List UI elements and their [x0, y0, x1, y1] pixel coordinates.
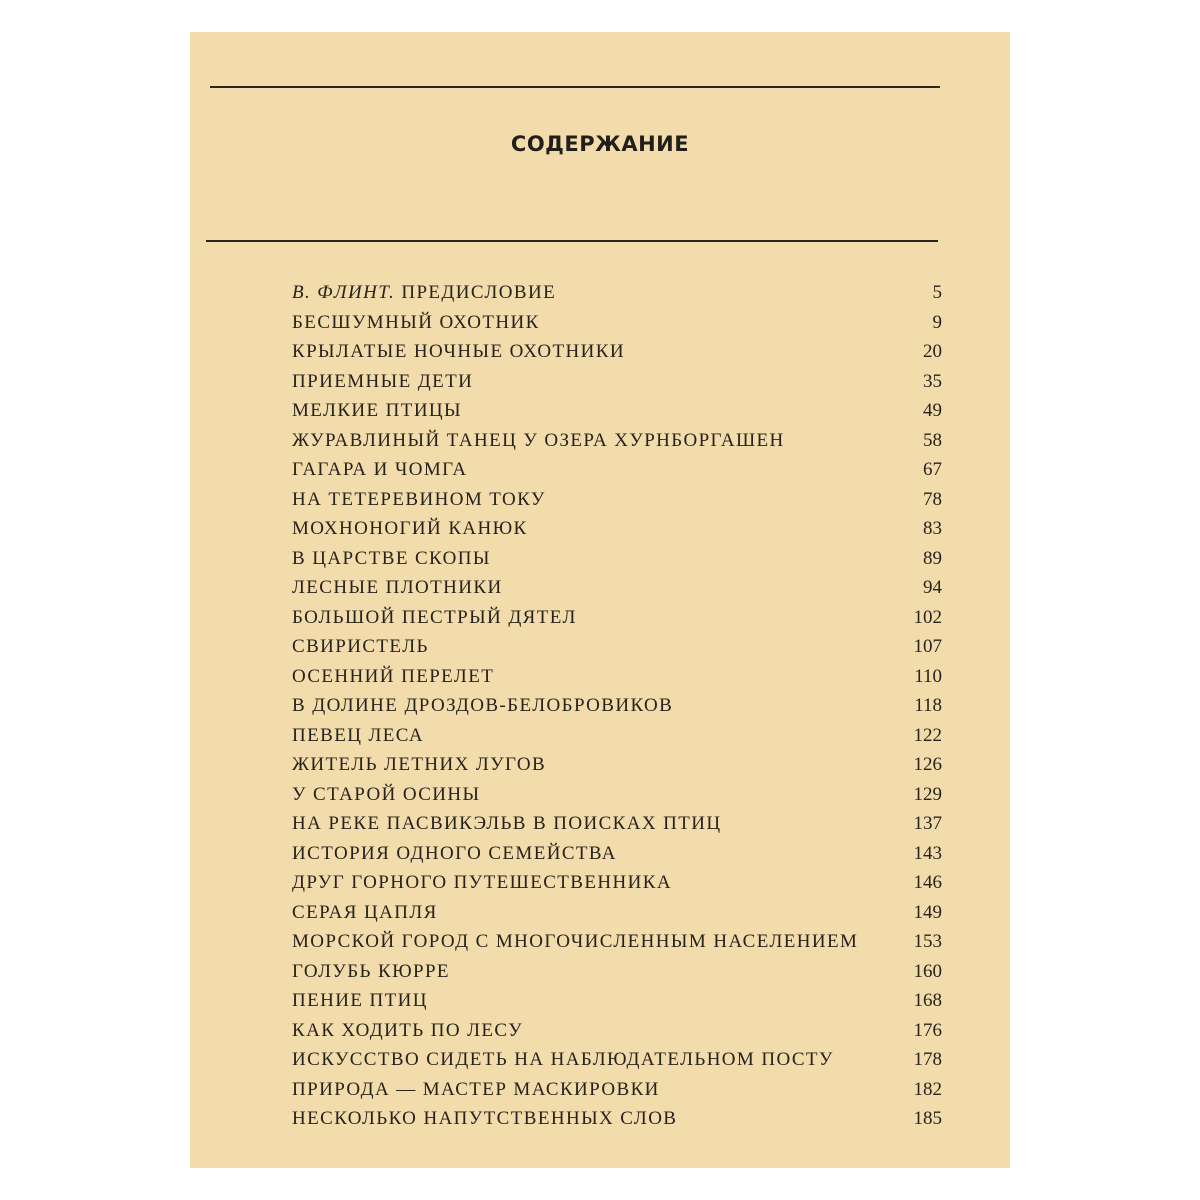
- toc-entry-title: ГОЛУБЬ КЮРРЕ: [292, 960, 450, 982]
- toc-entry-page-number: 126: [913, 754, 942, 775]
- toc-entry-text: [292, 489, 546, 511]
- toc-entry-text: [292, 312, 540, 334]
- toc-entry: [292, 931, 942, 961]
- toc-entry: [292, 961, 942, 991]
- toc-entry-text: [292, 931, 858, 953]
- toc-entry-text: [292, 961, 450, 983]
- toc-entry-text: [292, 430, 785, 452]
- toc-entry-title: БЕСШУМНЫЙ ОХОТНИК: [292, 311, 540, 333]
- toc-entry-text: [292, 371, 473, 393]
- toc-entry: [292, 1020, 942, 1050]
- toc-entry: [292, 990, 942, 1020]
- toc-entry-text: [292, 1079, 660, 1101]
- toc-entry-text: [292, 725, 424, 747]
- page-title: СОДЕРЖАНИЕ: [510, 132, 690, 156]
- toc-entry-page-number: 110: [914, 665, 942, 687]
- toc-entry-text: [292, 754, 546, 776]
- toc-entry-page-number: 83: [923, 518, 942, 539]
- toc-entry-page-number: 185: [913, 1108, 942, 1129]
- toc-entry-page-number: 160: [913, 960, 942, 982]
- heading-rule: [206, 240, 938, 242]
- toc-entry-text: [292, 341, 625, 363]
- table-of-contents: [292, 282, 942, 1138]
- toc-entry-page-number: 176: [913, 1019, 942, 1041]
- toc-entry: [292, 282, 942, 312]
- toc-entry-text: [292, 666, 494, 688]
- toc-entry-page-number: 102: [913, 606, 942, 628]
- toc-entry-title: В ЦАРСТВЕ СКОПЫ: [292, 547, 491, 569]
- toc-entry: [292, 1079, 942, 1109]
- toc-entry-page-number: 168: [913, 990, 942, 1011]
- toc-entry: [292, 666, 942, 696]
- toc-entry: [292, 813, 942, 843]
- toc-entry-text: [292, 902, 438, 924]
- toc-entry-page-number: 49: [923, 400, 942, 421]
- toc-entry-text: [292, 695, 673, 717]
- top-rule: [210, 86, 940, 88]
- toc-entry-page-number: 149: [913, 901, 942, 923]
- toc-entry-page-number: 129: [913, 783, 942, 805]
- toc-entry-page-number: 137: [913, 813, 942, 834]
- toc-entry-page-number: 58: [923, 429, 942, 451]
- toc-entry-title: ПРИРОДА — МАСТЕР МАСКИРОВКИ: [292, 1078, 660, 1100]
- toc-entry-text: [292, 872, 672, 894]
- toc-entry-text: [292, 1020, 523, 1042]
- toc-entry-title: БОЛЬШОЙ ПЕСТРЫЙ ДЯТЕЛ: [292, 606, 577, 628]
- toc-entry: [292, 312, 942, 342]
- toc-entry-page-number: 35: [923, 370, 942, 392]
- toc-entry: [292, 577, 942, 607]
- toc-entry-title: ИСКУССТВО СИДЕТЬ НА НАБЛЮДАТЕЛЬНОМ ПОСТУ: [292, 1049, 834, 1070]
- toc-entry: [292, 430, 942, 460]
- toc-entry-title: ЖУРАВЛИНЫЙ ТАНЕЦ У ОЗЕРА ХУРНБОРГАШЕН: [292, 429, 785, 451]
- toc-entry-title: НА РЕКЕ ПАСВИКЭЛЬВ В ПОИСКАХ ПТИЦ: [292, 813, 722, 834]
- toc-entry-title: СВИРИСТЕЛЬ: [292, 636, 429, 657]
- toc-entry: [292, 607, 942, 637]
- toc-entry: [292, 695, 942, 725]
- toc-entry: [292, 754, 942, 784]
- toc-entry: [292, 843, 942, 873]
- toc-entry-title: ЖИТЕЛЬ ЛЕТНИХ ЛУГОВ: [292, 754, 547, 775]
- toc-entry-text: [292, 636, 429, 658]
- toc-entry-page-number: 89: [923, 547, 942, 569]
- toc-entry: [292, 459, 942, 489]
- toc-entry-title: МОХНОНОГИЙ КАНЮК: [292, 518, 528, 539]
- toc-entry-page-number: 146: [913, 872, 942, 893]
- toc-entry-page-number: 20: [923, 341, 942, 362]
- toc-entry-title: ПРИЕМНЫЕ ДЕТИ: [292, 370, 474, 392]
- toc-entry-title: НЕСКОЛЬКО НАПУТСТВЕННЫХ СЛОВ: [292, 1108, 678, 1129]
- toc-entry-title: СЕРАЯ ЦАПЛЯ: [292, 901, 438, 923]
- toc-entry-title: В ДОЛИНЕ ДРОЗДОВ-БЕЛОБРОВИКОВ: [292, 695, 674, 716]
- toc-entry-title: КАК ХОДИТЬ ПО ЛЕСУ: [292, 1019, 524, 1041]
- toc-entry-text: [292, 784, 481, 806]
- toc-entry-title: ПРЕДИСЛОВИЕ: [395, 282, 557, 303]
- toc-entry-title: ЛЕСНЫЕ ПЛОТНИКИ: [292, 577, 503, 598]
- toc-entry: [292, 489, 942, 519]
- toc-entry: [292, 725, 942, 755]
- toc-entry-title: НА ТЕТЕРЕВИНОМ ТОКУ: [292, 488, 546, 510]
- toc-entry-page-number: 153: [913, 931, 942, 952]
- toc-entry-title: ГАГАРА И ЧОМГА: [292, 459, 468, 480]
- toc-entry-page-number: 9: [932, 311, 942, 333]
- toc-entry-page-number: 5: [932, 282, 942, 303]
- toc-entry: [292, 636, 942, 666]
- toc-entry-text: [292, 459, 468, 481]
- toc-entry-text: [292, 1049, 834, 1071]
- toc-entry: [292, 371, 942, 401]
- toc-entry-text: [292, 282, 556, 304]
- toc-entry-page-number: 182: [913, 1078, 942, 1100]
- toc-entry-title: МОРСКОЙ ГОРОД С МНОГОЧИСЛЕННЫМ НАСЕЛЕНИЕМ: [292, 931, 859, 952]
- toc-entry-text: [292, 548, 491, 570]
- toc-entry-title: МЕЛКИЕ ПТИЦЫ: [292, 400, 463, 421]
- toc-entry-page-number: 143: [913, 842, 942, 864]
- toc-entry-page-number: 118: [914, 695, 942, 716]
- toc-entry-page-number: 107: [913, 636, 942, 657]
- toc-entry: [292, 400, 942, 430]
- book-page: [190, 32, 1010, 1168]
- toc-entry-page-number: 178: [913, 1049, 942, 1070]
- toc-entry: [292, 548, 942, 578]
- toc-entry-text: [292, 1108, 677, 1130]
- toc-entry-text: [292, 400, 462, 422]
- toc-entry: [292, 784, 942, 814]
- toc-entry-text: [292, 518, 528, 540]
- toc-entry-text: [292, 843, 617, 865]
- toc-entry-title: КРЫЛАТЫЕ НОЧНЫЕ ОХОТНИКИ: [292, 341, 625, 362]
- toc-entry-title: ОСЕННИЙ ПЕРЕЛЕТ: [292, 665, 495, 687]
- toc-entry-text: [292, 990, 428, 1012]
- toc-entry-title: У СТАРОЙ ОСИНЫ: [292, 783, 481, 805]
- toc-entry-text: [292, 607, 577, 629]
- toc-entry-page-number: 122: [913, 724, 942, 746]
- toc-entry-title: ДРУГ ГОРНОГО ПУТЕШЕСТВЕННИКА: [292, 872, 672, 893]
- toc-entry: [292, 902, 942, 932]
- toc-entry: [292, 1108, 942, 1138]
- toc-entry-title: ПЕНИЕ ПТИЦ: [292, 990, 428, 1011]
- toc-entry-author: В. ФЛИНТ.: [292, 282, 396, 303]
- toc-entry-page-number: 67: [923, 459, 942, 480]
- toc-entry-title: ИСТОРИЯ ОДНОГО СЕМЕЙСТВА: [292, 842, 617, 864]
- toc-entry-title: ПЕВЕЦ ЛЕСА: [292, 724, 425, 746]
- toc-entry-page-number: 78: [923, 488, 942, 510]
- toc-entry-text: [292, 813, 722, 835]
- toc-entry-page-number: 94: [923, 577, 942, 598]
- toc-entry: [292, 872, 942, 902]
- toc-entry-text: [292, 577, 503, 599]
- toc-entry: [292, 518, 942, 548]
- toc-entry: [292, 1049, 942, 1079]
- toc-entry: [292, 341, 942, 371]
